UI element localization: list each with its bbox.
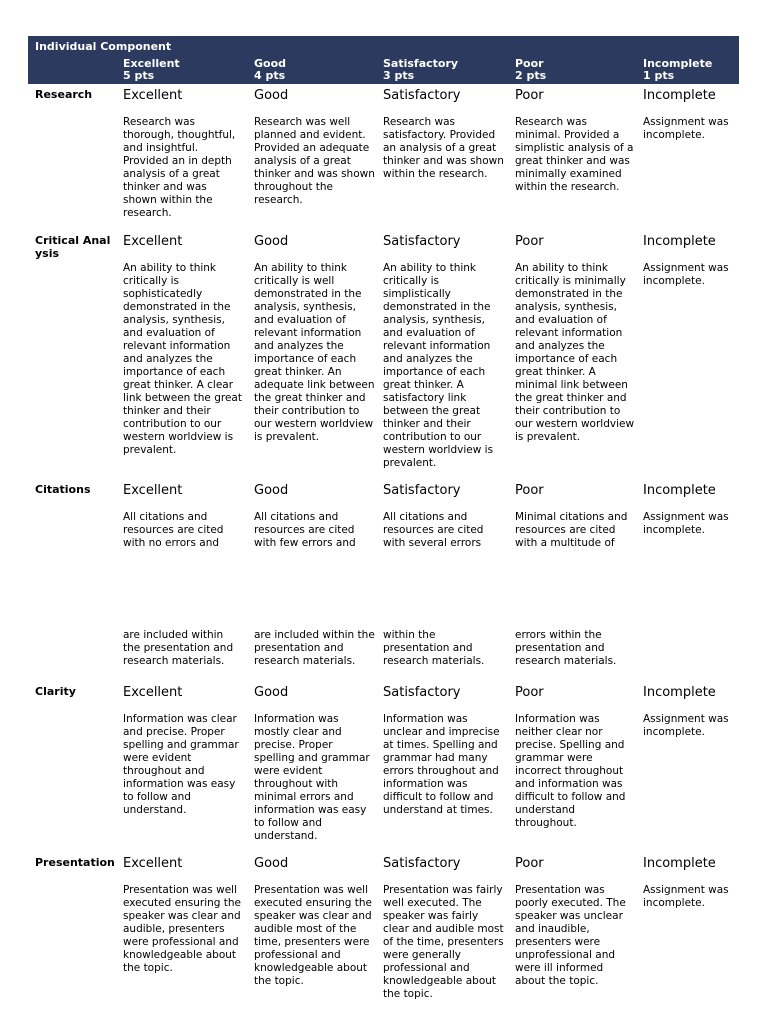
level-description: Minimal citations and resources are cited with a multitude of: [515, 511, 628, 549]
rubric-cell: [515, 88, 635, 194]
level-label: Satisfactory: [383, 856, 461, 871]
level-label: Excellent: [123, 483, 183, 498]
rubric-cell: [254, 234, 376, 444]
level-label: Incomplete: [643, 685, 716, 700]
rubric-cell: [123, 685, 243, 817]
rubric-cell: [643, 88, 733, 142]
col-pts: 5 pts: [123, 69, 155, 82]
level-description: Presentation was well executed ensuring the speaker was clear and audible most of the time, presenters were professional and knowledgeable about the topic.: [254, 884, 372, 987]
header-col-good: [254, 58, 286, 82]
rubric-cell: [254, 856, 376, 988]
rubric-cell: [515, 856, 635, 988]
level-description: An ability to think critically is sophisticatedly demonstrated in the analysis, synthesis, and evaluation of relevant information and analyzes the importance of each great thinker. A clear link between the great thinker and their contribution to our western worldview is prevalent.: [123, 262, 242, 456]
rubric-cell: [643, 483, 733, 537]
rubric-cell: [643, 856, 733, 910]
level-description: Assignment was incomplete.: [643, 511, 729, 536]
level-label: Satisfactory: [383, 234, 461, 249]
level-description: Information was mostly clear and precise. Proper spelling and grammar were evident throughout with minimal errors and information was easy to follow and understand.: [254, 713, 370, 842]
rubric-cell: [515, 685, 635, 830]
rubric-cell: [254, 483, 376, 667]
level-description-continued: errors within the presentation and research materials.: [515, 629, 617, 667]
header-title: Individual Component: [35, 40, 172, 53]
level-description: All citations and resources are cited with several errors: [383, 511, 484, 549]
level-description-continued: are included within the presentation and research materials.: [123, 629, 234, 667]
level-description-continued: are included within the presentation and research materials.: [254, 629, 375, 667]
level-label: Satisfactory: [383, 685, 461, 700]
col-pts: 2 pts: [515, 69, 547, 82]
rubric-header: [28, 36, 739, 84]
level-label: Incomplete: [643, 483, 716, 498]
level-description: Research was satisfactory. Provided an analysis of a great thinker and was shown within the research.: [383, 116, 504, 180]
rubric-cell: [123, 483, 243, 667]
level-description: Information was unclear and imprecise at times. Spelling and grammar had many errors throughout and information was difficult to follow and understand at times.: [383, 713, 500, 816]
rubric-cell: [383, 234, 505, 470]
rubric-cell: [123, 856, 243, 975]
rubric-cell: [383, 483, 505, 667]
rubric-cell: [643, 685, 733, 739]
rubric-cell: [383, 685, 505, 817]
level-label: Excellent: [123, 685, 183, 700]
level-label: Poor: [515, 483, 544, 498]
rubric-cell: [383, 88, 505, 181]
level-label: Excellent: [123, 88, 183, 103]
level-label: Good: [254, 88, 289, 103]
criterion-label: Critical Analysis: [35, 234, 111, 260]
level-label: Good: [254, 483, 289, 498]
level-description: Presentation was poorly executed. The speaker was unclear and inaudible, presenters were unprofessional and were ill informed about the topic.: [515, 884, 626, 987]
col-name: Poor: [515, 57, 544, 70]
level-label: Incomplete: [643, 88, 716, 103]
level-description: An ability to think critically is minimally demonstrated in the analysis, synthesis, and evaluation of relevant information and analyzes the importance of each great thinker. A minimal link between the great thinker and their contribution to our western worldview is prevalent.: [515, 262, 635, 443]
level-label: Poor: [515, 88, 544, 103]
level-description: Presentation was fairly well executed. The speaker was fairly clear and audible most of the time, presenters were generally professional and knowledgeable about the topic.: [383, 884, 504, 1000]
rubric-cell: [254, 685, 376, 843]
level-description: Presentation was well executed ensuring the speaker was clear and audible, presenters were professional and knowledgeable about the topic.: [123, 884, 241, 974]
rubric-cell: [123, 88, 243, 220]
rubric-cell: [643, 234, 733, 288]
level-label: Poor: [515, 685, 544, 700]
rubric-cell: [123, 234, 243, 457]
col-pts: 1 pts: [643, 69, 675, 82]
level-label: Poor: [515, 234, 544, 249]
level-label: Incomplete: [643, 856, 716, 871]
col-pts: 3 pts: [383, 69, 415, 82]
level-description-continued: within the presentation and research materials.: [383, 629, 485, 667]
level-description: Assignment was incomplete.: [643, 713, 729, 738]
col-name: Excellent: [123, 57, 180, 70]
level-label: Satisfactory: [383, 88, 461, 103]
level-description: Research was well planned and evident. Provided an adequate analysis of a great thinker and was shown throughout the research.: [254, 116, 375, 206]
level-label: Good: [254, 234, 289, 249]
level-description: Assignment was incomplete.: [643, 884, 729, 909]
col-pts: 4 pts: [254, 69, 286, 82]
level-label: Satisfactory: [383, 483, 461, 498]
level-description: An ability to think critically is simplistically demonstrated in the analysis, synthesis, and evaluation of relevant information and analyzes the importance of each great thinker. A satisfactory link between the great thinker and their contribution to our western worldview is prevalent.: [383, 262, 494, 469]
header-col-incomplete: [643, 58, 712, 82]
header-col-excellent: [123, 58, 180, 82]
criterion-label: Research: [35, 88, 93, 101]
level-description: An ability to think critically is well demonstrated in the analysis, synthesis, and evaluation of relevant information and analyzes the importance of each great thinker. An adequate link between the great thinker and their contribution to our western worldview is prevalent.: [254, 262, 375, 443]
level-description: Assignment was incomplete.: [643, 262, 729, 287]
level-description: All citations and resources are cited with few errors and: [254, 511, 356, 549]
criterion-label: Presentation: [35, 856, 115, 869]
rubric-cell: [254, 88, 376, 207]
level-description: All citations and resources are cited with no errors and: [123, 511, 224, 549]
rubric-table: [28, 36, 739, 84]
level-description: Assignment was incomplete.: [643, 116, 729, 141]
level-description: Information was neither clear nor precise. Spelling and grammar were incorrect throughout and information was difficult to follow and understand throughout.: [515, 713, 626, 829]
level-description: Research was thorough, thoughtful, and insightful. Provided an in depth analysis of a great thinker and was shown within the research.: [123, 116, 236, 219]
rubric-cell: [515, 234, 635, 444]
level-label: Poor: [515, 856, 544, 871]
criterion-label: Clarity: [35, 685, 76, 698]
header-col-satisfactory: [383, 58, 458, 82]
col-name: Satisfactory: [383, 57, 459, 70]
level-description: Research was minimal. Provided a simplistic analysis of a great thinker and was minimally examined within the research.: [515, 116, 634, 193]
level-label: Incomplete: [643, 234, 716, 249]
level-label: Good: [254, 685, 289, 700]
col-name: Good: [254, 57, 287, 70]
col-name: Incomplete: [643, 57, 713, 70]
header-col-poor: [515, 58, 546, 82]
level-label: Good: [254, 856, 289, 871]
rubric-cell: [515, 483, 635, 667]
level-label: Excellent: [123, 234, 183, 249]
level-description: Information was clear and precise. Proper spelling and grammar were evident throughout and information was easy to follow and understand.: [123, 713, 239, 816]
level-label: Excellent: [123, 856, 183, 871]
rubric-cell: [383, 856, 505, 1001]
criterion-label: Citations: [35, 483, 91, 496]
